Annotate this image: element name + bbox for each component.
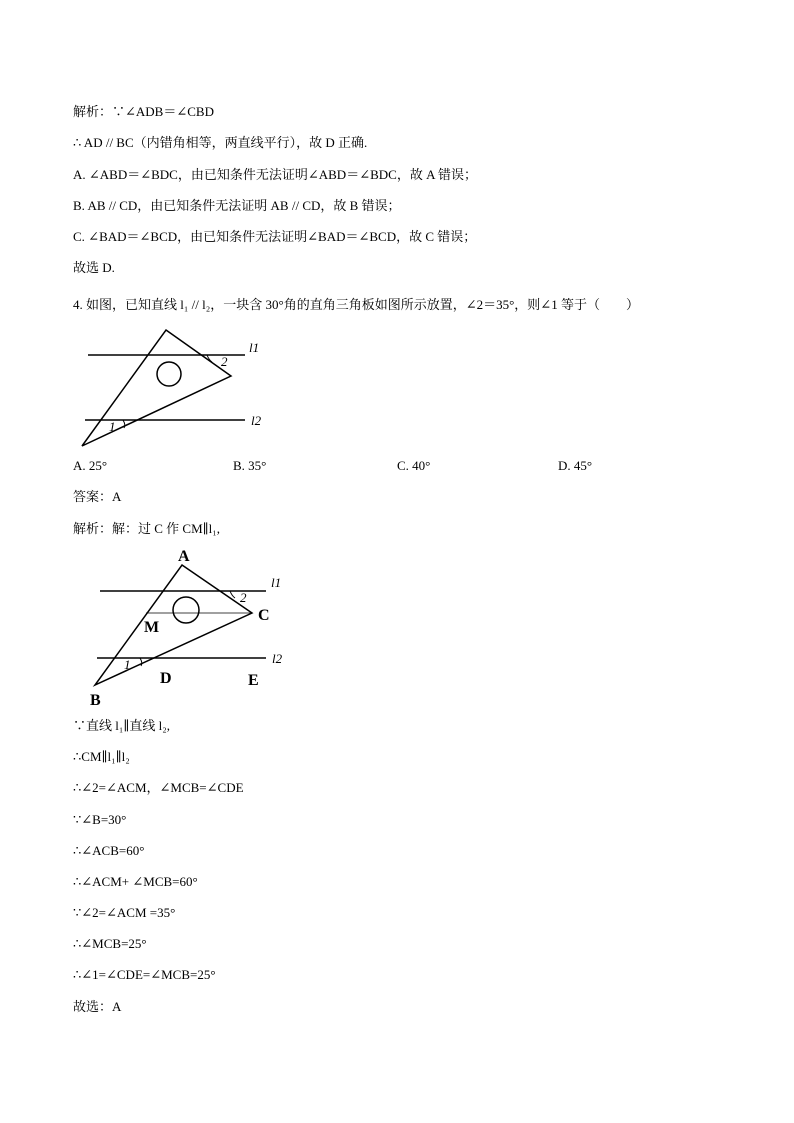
point-e-label: E [248,672,259,689]
analysis-option-a: A. ∠ABD＝∠BDC，由已知条件无法证明∠ABD＝∠BDC，故 A 错误； [73,167,477,182]
option-c: C. 40° [397,458,431,473]
analysis-conclusion: 故选 D. [73,260,115,275]
solution-figure [80,545,310,715]
solution-step: ∵∠B=30° [73,812,127,827]
l2-label: l2 [251,413,262,428]
analysis-option-c: C. ∠BAD＝∠BCD，由已知条件无法证明∠BAD＝∠BCD，故 C 错误； [73,229,477,244]
triangle-abc [95,565,252,685]
solution-step: ∴CM∥l₁∥l₂ [73,749,130,764]
option-a: A. 25° [73,458,108,473]
angle-2-label: 2 [221,354,228,369]
solution-conclusion: 故选：A [73,999,122,1014]
l1-label: l1 [249,340,260,355]
question-4-text: 4. 如图，已知直线 l₁ // l₂，一块含 30°角的直角三角板如图所示放置，∠2＝35°，则∠1 等于（ ） [73,297,639,312]
analysis-option-b: B. AB // CD，由已知条件无法证明 AB // CD，故 B 错误； [73,198,401,213]
question-figure [73,328,273,448]
point-a-label: A [178,548,190,565]
point-m-label: M [144,619,160,636]
solution-step: ∴∠2=∠ACM，∠MCB=∠CDE [73,780,244,795]
point-b-label: B [90,692,101,709]
solution-step: ∴∠ACB=60° [73,843,145,858]
solution-intro: 解析：解：过 C 作 CM∥l₁, [73,521,221,536]
option-b: B. 35° [233,458,267,473]
angle-2-label: 2 [240,590,247,605]
ruler-hole [157,362,181,386]
solution-step: ∵∠2=∠ACM =35° [73,905,176,920]
angle-1-label: 1 [124,657,131,672]
answer: 答案：A [73,489,122,504]
angle-1-label: 1 [109,419,116,434]
solution-step: ∴∠ACM+ ∠MCB=60° [73,874,198,889]
analysis-line-1: 解析：∵∠ADB＝∠CBD [73,104,214,119]
solution-step: ∵直线 l₁∥直线 l₂, [73,718,171,733]
analysis-line-2: ∴ AD // BC（内错角相等，两直线平行），故 D 正确. [73,135,368,150]
l2-label: l2 [272,651,283,666]
solution-step: ∴∠MCB=25° [73,936,147,951]
l1-label: l1 [271,575,282,590]
point-d-label: D [160,670,172,687]
option-d: D. 45° [558,458,593,473]
ruler-hole [173,597,199,623]
triangle-ruler [82,330,231,446]
point-c-label: C [258,607,270,624]
solution-step: ∴∠1=∠CDE=∠MCB=25° [73,967,216,982]
